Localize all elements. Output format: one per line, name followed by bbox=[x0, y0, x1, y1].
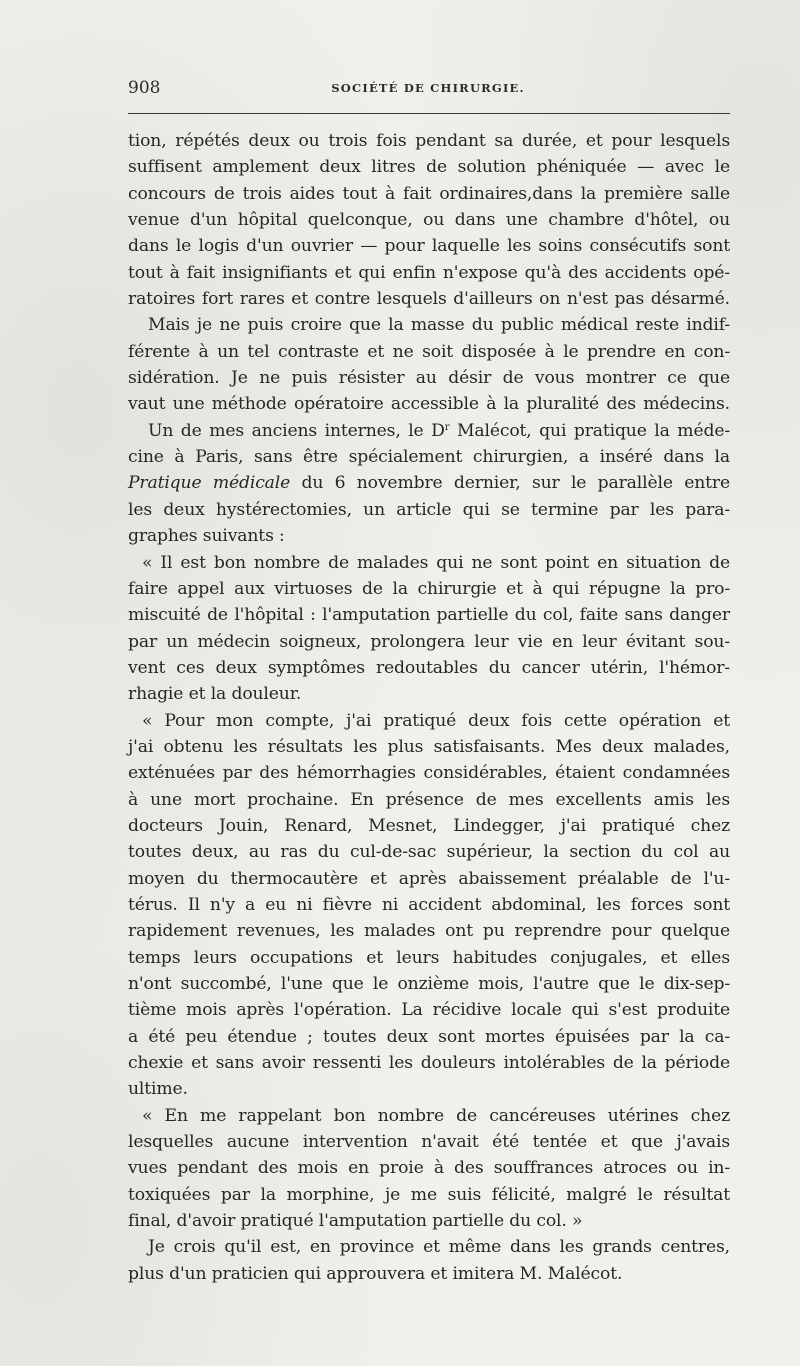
running-title: SOCIÉTÉ DE CHIRURGIE. bbox=[331, 81, 525, 95]
text-line: concours de trois aides tout à fait ordinaires,dans la première salle bbox=[128, 183, 730, 204]
text-line: temps leurs occupations et leurs habitudes conjugales, et elles bbox=[128, 947, 730, 968]
text-line: « Pour mon compte, j'ai pratiqué deux fois cette opération et bbox=[142, 710, 730, 731]
text-fragment: du 6 novembre dernier, sur le parallèle entre bbox=[290, 473, 730, 494]
text-line: suffisent amplement deux litres de solution phéniquée — avec le bbox=[128, 157, 730, 178]
text-line: vues pendant des mois en proie à des souffrances atroces ou in- bbox=[128, 1158, 730, 1179]
text-line: ultime. bbox=[128, 1079, 188, 1100]
text-line: toutes deux, au ras du cul-de-sac supérieur, la section du col au bbox=[128, 842, 730, 863]
text-line: férente à un tel contraste et ne soit disposée à le prendre en con- bbox=[128, 341, 730, 362]
text-line: faire appel aux virtuoses de la chirurgie et à qui répugne la pro- bbox=[128, 578, 730, 599]
text-fragment: Malécot, qui pratique la méde- bbox=[449, 420, 730, 441]
text-line: sidération. Je ne puis résister au désir de vous montrer ce que bbox=[128, 368, 730, 389]
text-line: tième mois après l'opération. La récidive locale qui s'est produite bbox=[128, 1000, 730, 1021]
text-line: à une mort prochaine. En présence de mes excellents amis les bbox=[128, 789, 730, 810]
text-line: térus. Il n'y a eu ni fièvre ni accident abdominal, les forces sont bbox=[128, 894, 730, 915]
text-line: final, d'avoir pratiqué l'amputation partielle du col. » bbox=[128, 1211, 583, 1232]
text-line: miscuité de l'hôpital : l'amputation partielle du col, faite sans danger bbox=[128, 605, 730, 626]
text-line: cine à Paris, sans être spécialement chirurgien, a inséré dans la bbox=[128, 447, 730, 468]
text-line: graphes suivants : bbox=[128, 526, 285, 547]
text-line: vent ces deux symptômes redoutables du cancer utérin, l'hémor- bbox=[128, 657, 730, 678]
text-line: tout à fait insignifiants et qui enfin n'expose qu'à des accidents opé- bbox=[128, 262, 730, 283]
text-line bbox=[128, 470, 730, 496]
text-line: plus d'un praticien qui approuvera et imitera M. Malécot. bbox=[128, 1263, 623, 1284]
text-line: vaut une méthode opératoire accessible à la pluralité des médecins. bbox=[128, 394, 730, 415]
text-line: Mais je ne puis croire que la masse du public médical reste indif- bbox=[148, 315, 730, 336]
text-line: rapidement revenues, les malades ont pu reprendre pour quelque bbox=[128, 921, 730, 942]
page-header bbox=[128, 78, 728, 102]
text-fragment: Un de mes anciens internes, le D bbox=[148, 420, 445, 441]
text-line: exténuées par des hémorrhagies considérables, étaient condamnées bbox=[128, 763, 730, 784]
text-line: par un médecin soigneux, prolongera leur vie en leur évitant sou- bbox=[128, 631, 730, 652]
text-line: toxiquées par la morphine, je me suis félicité, malgré le résultat bbox=[128, 1184, 730, 1205]
journal-title: Pratique médicale bbox=[128, 473, 291, 494]
text-line: lesquelles aucune intervention n'avait été tentée et que j'avais bbox=[128, 1132, 730, 1153]
text-line: rhagie et la douleur. bbox=[128, 684, 302, 705]
text-line: « En me rappelant bon nombre de cancéreuses utérines chez bbox=[142, 1105, 730, 1126]
text-line: Je crois qu'il est, en province et même dans les grands centres, bbox=[148, 1237, 730, 1258]
page-number: 908 bbox=[128, 78, 161, 98]
text-line: docteurs Jouin, Renard, Mesnet, Lindegger, j'ai pratiqué chez bbox=[128, 815, 730, 836]
text-line: tion, répétés deux ou trois fois pendant sa durée, et pour lesquels bbox=[128, 131, 730, 151]
text-line: dans le logis d'un ouvrier — pour laquelle les soins consécutifs sont bbox=[128, 236, 730, 257]
superscript: r bbox=[444, 421, 450, 433]
text-line: chexie et sans avoir ressenti les douleurs intolérables de la période bbox=[128, 1053, 730, 1074]
text-line bbox=[128, 418, 730, 444]
text-line: moyen du thermocautère et après abaissement préalable de l'u- bbox=[128, 868, 730, 889]
text-line: les deux hystérectomies, un article qui se termine par les para- bbox=[128, 499, 730, 520]
text-line: a été peu étendue ; toutes deux sont mortes épuisées par la ca- bbox=[128, 1026, 730, 1047]
body-text bbox=[128, 128, 730, 1287]
header-rule bbox=[128, 113, 730, 114]
text-line: « Il est bon nombre de malades qui ne sont point en situation de bbox=[142, 552, 730, 573]
text-line: n'ont succombé, l'une que le onzième mois, l'autre que le dix-sep- bbox=[128, 974, 730, 994]
text-line: venue d'un hôpital quelconque, ou dans une chambre d'hôtel, ou bbox=[128, 210, 730, 231]
text-line: ratoires fort rares et contre lesquels d'ailleurs on n'est pas désarmé. bbox=[128, 289, 730, 310]
text-line: j'ai obtenu les résultats les plus satisfaisants. Mes deux malades, bbox=[128, 736, 730, 757]
